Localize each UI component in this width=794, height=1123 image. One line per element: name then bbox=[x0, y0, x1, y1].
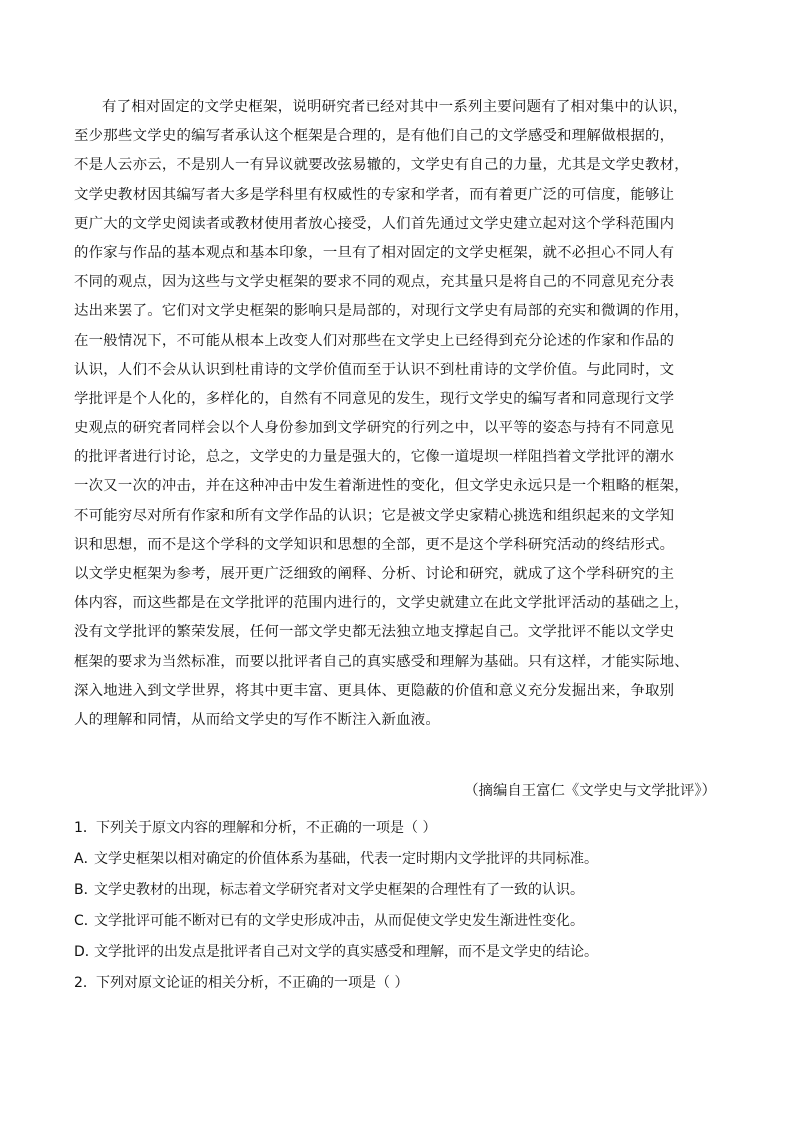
passage-line: 以文学史框架为参考，展开更广泛细致的阐释、分析、讨论和研究，就成了这个学科研究的主 bbox=[74, 566, 675, 582]
question-stem: 下列关于原文内容的理解和分析，不正确的一项是（ ） bbox=[96, 820, 437, 836]
option-text: 文学批评的出发点是批评者自己对文学的真实感受和理解，而不是文学史的结论。 bbox=[94, 944, 598, 960]
question-1-option-a[interactable] bbox=[74, 844, 734, 875]
passage-line: 不可能穷尽对所有作家和所有文学作品的认识；它是被文学史家精心挑选和组织起来的文学知 bbox=[74, 507, 675, 524]
passage-line: 在一般情况下，不可能从根本上改变人们对那些在文学史上已经得到充分论述的作家和作品的 bbox=[74, 332, 675, 349]
passage-line: 不同的观点，因为这些与文学史框架的要求不同的观点，充其量只是将自己的不同意见充分表 bbox=[74, 274, 675, 291]
passage-line: 深入地进入到文学世界，将其中更丰富、更具体、更隐蔽的价值和意义充分发掘出来，争取别 bbox=[74, 682, 675, 699]
passage-line: 更广大的文学史阅读者或教材使用者放心接受，人们首先通过文学史建立起对这个学科范围内 bbox=[74, 215, 675, 232]
question-2 bbox=[74, 968, 734, 999]
passage-line: 史观点的研究者同样会以个人身份参加到文学研究的行列之中，以平等的姿态与持有不同意见 bbox=[74, 420, 675, 437]
passage-line: 有了相对固定的文学史框架，说明研究者已经对其中一系列主要问题有了相对集中的认识， bbox=[102, 99, 688, 115]
question-number: 2． bbox=[74, 975, 97, 991]
question-number: 1． bbox=[74, 820, 97, 836]
passage-body bbox=[74, 93, 724, 735]
passage-line: 的批评者进行讨论，总之，文学史的力量是强大的，它像一道堤坝一样阻挡着文学批评的潮水 bbox=[74, 449, 675, 466]
option-key: A． bbox=[74, 851, 98, 867]
passage-line: 不是人云亦云，不是别人一有异议就要改弦易辙的，文学史有自己的力量，尤其是文学史教材， bbox=[74, 157, 689, 174]
passage-source: （摘编自王富仁《文学史与文学批评》） bbox=[464, 783, 716, 799]
passage-line: 没有文学批评的繁荣发展，任何一部文学史都无法独立地支撑起自己。文学批评不能以文学史 bbox=[74, 624, 675, 641]
passage-line: 认识，人们不会从认识到杜甫诗的文学价值而至于认识不到杜甫诗的文学价值。与此同时，文 bbox=[74, 361, 675, 378]
option-key: B． bbox=[74, 882, 98, 898]
question-1 bbox=[74, 813, 734, 844]
option-text: 文学批评可能不断对已有的文学史形成冲击，从而促使文学史发生渐进性变化。 bbox=[94, 913, 584, 929]
question-1-option-c[interactable] bbox=[74, 906, 734, 937]
passage-line: 文学史教材因其编写者大多是学科里有权威性的专家和学者，而有着更广泛的可信度，能够让 bbox=[74, 186, 675, 203]
passage-line: 一次又一次的冲击，并在这种冲击中发生着渐进性的变化，但文学史永远只是一个粗略的框架， bbox=[74, 478, 689, 495]
option-text: 文学史框架以相对确定的价值体系为基础，代表一定时期内文学批评的共同标准。 bbox=[94, 851, 598, 867]
question-stem: 下列对原文论证的相关分析，不正确的一项是（ ） bbox=[96, 975, 409, 991]
option-text: 文学史教材的出现，标志着文学研究者对文学史框架的合理性有了一致的认识。 bbox=[94, 882, 584, 898]
passage-line: 至少那些文学史的编写者承认这个框架是合理的，是有他们自己的文学感受和理解做根据的， bbox=[74, 128, 675, 145]
passage-line: 体内容，而这些都是在文学批评的范围内进行的，文学史就建立在此文学批评活动的基础之上， bbox=[74, 595, 689, 612]
option-key: D． bbox=[74, 944, 99, 960]
question-1-option-b[interactable] bbox=[74, 875, 734, 906]
passage-line: 框架的要求为当然标准，而要以批评者自己的真实感受和理解为基础。只有这样，才能实际地、 bbox=[74, 653, 689, 670]
passage-line: 达出来罢了。它们对文学史框架的影响只是局部的，对现行文学史有局部的充实和微调的作用， bbox=[74, 303, 689, 320]
passage-line: 的作家与作品的基本观点和基本印象，一旦有了相对固定的文学史框架，就不必担心不同人有 bbox=[74, 244, 675, 261]
question-1-option-d[interactable] bbox=[74, 937, 734, 968]
question-list bbox=[74, 813, 734, 999]
passage-line: 人的理解和同情，从而给文学史的写作不断注入新血液。 bbox=[74, 711, 441, 728]
option-key: C． bbox=[74, 913, 98, 929]
passage-line: 识和思想，而不是这个学科的文学知识和思想的全部，更不是这个学科研究活动的终结形式。 bbox=[74, 536, 675, 553]
passage-line: 学批评是个人化的，多样化的，自然有不同意见的发生，现行文学史的编写者和同意现行文学 bbox=[74, 390, 675, 407]
